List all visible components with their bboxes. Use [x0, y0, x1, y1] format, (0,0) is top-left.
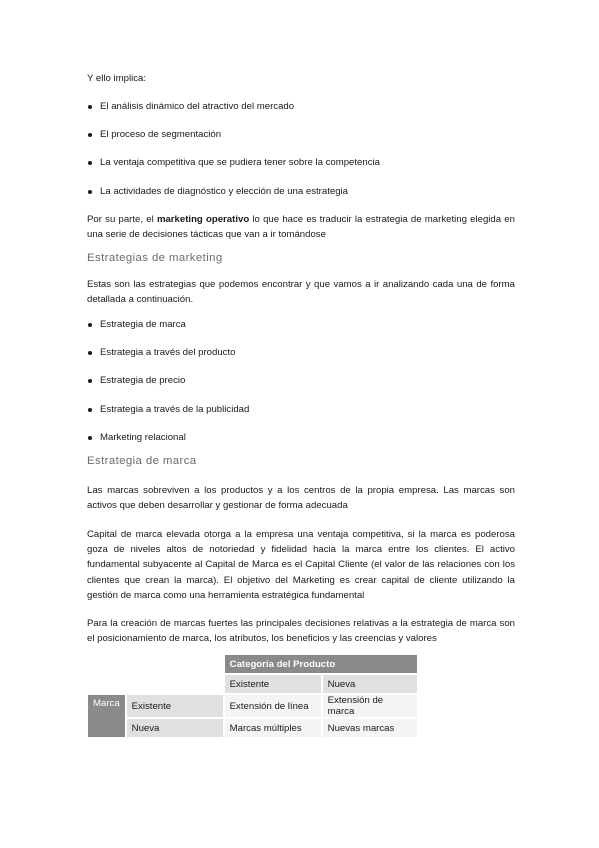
- intro-text: Y ello implica:: [87, 73, 147, 84]
- marca-paragraph: Para la creación de marcas fuertes las principales decisiones relativas a la estrategia de marca son el posicionamiento de marca, los atributos, los beneficios y las creencias y valores: [87, 618, 515, 645]
- table-row: [88, 719, 417, 737]
- row-header: Existente: [127, 695, 223, 717]
- estrategias-intro: Estas son las estrategias que podemos encontrar y que vamos a ir analizando cada una de forma detallada a continuación.: [87, 279, 515, 306]
- marca-paragraph: Las marcas sobreviven a los productos y a los centros de la propia empresa. Las marcas son activos que deben desarrollar y gestionar de forma adecuada: [87, 485, 515, 512]
- table-cell: Marcas múltiples: [225, 719, 321, 737]
- section-heading: Estrategia de marca: [87, 455, 197, 467]
- list-item: Estrategia de marca: [87, 319, 249, 347]
- list-item: El análisis dinámico del atractivo del mercado: [87, 101, 380, 129]
- list-item: Marketing relacional: [87, 432, 249, 460]
- list-item: La actividades de diagnóstico y elección de una estrategia: [87, 186, 380, 214]
- table-row: [88, 675, 417, 693]
- brand-matrix-table: [86, 653, 419, 739]
- implications-list: [87, 101, 380, 214]
- section-heading: Estrategias de marketing: [87, 252, 223, 264]
- marca-paragraph: Capital de marca elevada otorga a la empresa una ventaja competitiva, si la marca es poderosa goza de niveles altos de notoriedad y fidelidad hacia la marca entre los clientes. El activo fundamental subyacente al Capital de Marca es el Capital Cliente (el valor de las relaciones con los clientes que crean la marca). El objetivo del Marketing es crear capital de cliente utilizando la gestión de marca como una herramienta estratégica fundamental: [87, 529, 515, 601]
- row-group-label: Marca: [88, 695, 125, 737]
- column-header: Nueva: [323, 675, 417, 693]
- table-row: [88, 695, 417, 717]
- operativo-paragraph: [87, 212, 515, 242]
- column-header: Existente: [225, 675, 321, 693]
- list-item: El proceso de segmentación: [87, 129, 380, 157]
- estrategias-list: [87, 319, 249, 460]
- table-cell: [88, 675, 125, 693]
- paragraph-text: lo que hace es traducir la estrategia de marketing elegida en una serie de decisiones tácticas que van a ir tomándose: [87, 214, 515, 241]
- table-row: [88, 655, 417, 673]
- list-item: La ventaja competitiva que se pudiera tener sobre la competencia: [87, 157, 380, 185]
- list-item: Estrategia a través de la publicidad: [87, 404, 249, 432]
- list-item: Estrategia a través del producto: [87, 347, 249, 375]
- row-header: Nueva: [127, 719, 223, 737]
- bold-term: marketing operativo: [156, 214, 250, 225]
- paragraph-text: Por su parte, el: [87, 214, 157, 225]
- table-cell: Extensión de marca: [323, 695, 417, 717]
- table-cell: [127, 655, 223, 673]
- table-cell: Extensión de línea: [225, 695, 321, 717]
- table-cell: Nuevas marcas: [323, 719, 417, 737]
- table-cell: [88, 655, 125, 673]
- list-item: Estrategia de precio: [87, 375, 249, 403]
- table-header: Categoría del Producto: [225, 655, 417, 673]
- table-cell: [127, 675, 223, 693]
